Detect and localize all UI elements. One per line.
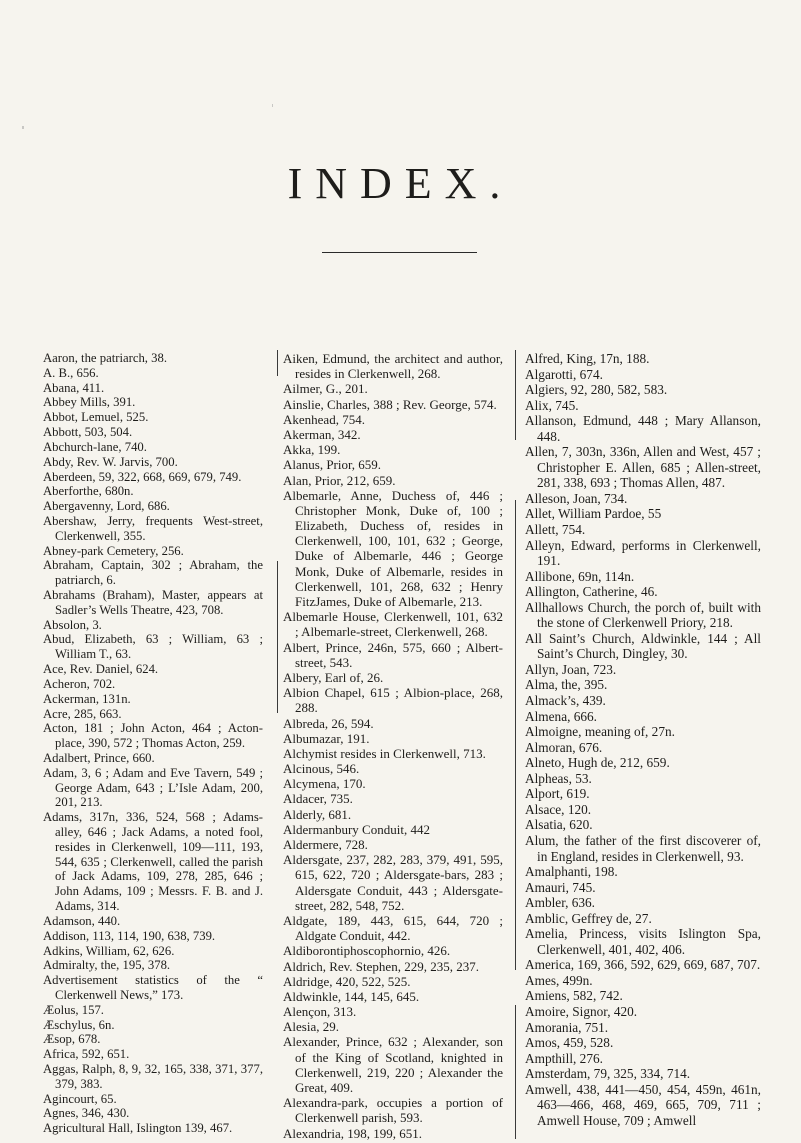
index-entry: Allet, William Pardoe, 55 xyxy=(525,506,662,522)
index-entry: All Saint’s Church, Aldwinkle, 144 ; All Saint’s Church, Dingley, 30. xyxy=(525,630,761,662)
index-entry: Agricultural Hall, Islington 139, 467. xyxy=(43,1121,233,1136)
index-entry: Alix, 745. xyxy=(525,397,579,413)
index-entry: Amiens, 582, 742. xyxy=(525,988,623,1004)
index-entry: Akka, 199. xyxy=(283,442,341,458)
index-entry: Amoire, Signor, 420. xyxy=(525,1003,638,1019)
index-entry: Alport, 619. xyxy=(525,786,590,802)
index-entry: Aberforthe, 680n. xyxy=(43,484,134,499)
index-entry: Abbot, Lemuel, 525. xyxy=(43,410,149,425)
index-entry: Akerman, 342. xyxy=(283,426,361,442)
index-entry: America, 169, 366, 592, 629, 669, 687, 707. xyxy=(525,957,761,973)
index-entry: Allyn, Joan, 723. xyxy=(525,661,617,677)
index-entry: Alan, Prior, 212, 659. xyxy=(283,472,396,488)
index-entry: Aiken, Edmund, the architect and author, resides in Clerkenwell, 268. xyxy=(283,351,503,382)
index-entry: Alsace, 120. xyxy=(525,801,592,817)
index-entry: Albert, Prince, 246n, 575, 660 ; Albert-street, 543. xyxy=(283,639,503,670)
index-entry: Æsop, 678. xyxy=(43,1032,101,1047)
index-entry: Alcymena, 170. xyxy=(283,776,366,792)
index-column-3 xyxy=(525,351,761,1128)
column-divider xyxy=(515,500,516,970)
index-entry: Amsterdam, 79, 325, 334, 714. xyxy=(525,1066,691,1082)
index-entry: Albemarle House, Clerkenwell, 101, 632 ; Albemarle-street, Clerkenwell, 268. xyxy=(283,609,503,640)
index-entry: Allington, Catherine, 46. xyxy=(525,584,658,600)
index-entry: Aldrich, Rev. Stephen, 229, 235, 237. xyxy=(283,958,479,974)
index-entry: Allanson, Edmund, 448 ; Mary Allanson, 448. xyxy=(525,413,761,444)
index-entry: Albery, Earl of, 26. xyxy=(283,669,384,685)
index-entry: Algarotti, 674. xyxy=(525,366,603,382)
index-entry: Abud, Elizabeth, 63 ; William, 63 ; William T., 63. xyxy=(43,632,263,662)
index-entry: A. B., 656. xyxy=(43,365,99,380)
index-entry: Alesia, 29. xyxy=(283,1019,339,1035)
index-entry: Acre, 285, 663. xyxy=(43,706,122,721)
index-entry: Adalbert, Prince, 660. xyxy=(43,750,155,765)
index-entry: Alpheas, 53. xyxy=(525,770,592,786)
index-entry: Allhallows Church, the porch of, built with the stone of Clerkenwell Priory, 218. xyxy=(525,599,761,631)
column-divider xyxy=(515,350,516,440)
index-entry: Akenhead, 754. xyxy=(283,411,365,427)
index-entry: Abdy, Rev. W. Jarvis, 700. xyxy=(43,454,178,469)
index-entry: Ace, Rev. Daniel, 624. xyxy=(43,662,159,677)
index-entry: Ames, 499n. xyxy=(525,972,593,988)
index-column-1 xyxy=(43,351,263,1136)
index-entry: Aldiborontiphoscophornio, 426. xyxy=(283,943,451,959)
index-entry: Amwell, 438, 441—450, 454, 459n, 461n, 463—466, 468, 469, 665, 709, 711 ; Amwell House, 709 ; Amwell xyxy=(525,1081,761,1128)
index-entry: Alençon, 313. xyxy=(283,1004,357,1020)
index-entry: Aberdeen, 59, 322, 668, 669, 679, 749. xyxy=(43,469,242,484)
index-column-2 xyxy=(283,351,503,1141)
index-entry: Aldermanbury Conduit, 442 xyxy=(283,821,430,837)
column-divider xyxy=(277,561,278,713)
index-entry: Alexandria, 198, 199, 651. xyxy=(283,1125,423,1141)
index-entry: Allett, 754. xyxy=(525,522,586,538)
index-entry: Albumazar, 191. xyxy=(283,730,370,746)
index-entry: Abney-park Cemetery, 256. xyxy=(43,543,184,558)
index-entry: Africa, 592, 651. xyxy=(43,1047,130,1062)
index-entry: Ampthill, 276. xyxy=(525,1050,603,1066)
index-entry: Aldermere, 728. xyxy=(283,837,368,852)
index-entry: Absolon, 3. xyxy=(43,617,102,632)
index-entry: Alcinous, 546. xyxy=(283,761,360,777)
column-divider xyxy=(277,350,278,376)
page-title: INDEX. xyxy=(287,159,514,208)
index-entry: Aldwinkle, 144, 145, 645. xyxy=(283,988,420,1004)
index-entry: Alexandra-park, occupies a portion of Clerkenwell parish, 593. xyxy=(283,1095,503,1126)
index-entry: Ailmer, G., 201. xyxy=(283,381,368,397)
index-entry: Abchurch-lane, 740. xyxy=(43,439,147,454)
index-entry: Acton, 181 ; John Acton, 464 ; Acton-place, 390, 572 ; Thomas Acton, 259. xyxy=(43,721,263,751)
index-entry: Alanus, Prior, 659. xyxy=(283,457,382,473)
index-entry: Alneto, Hugh de, 212, 659. xyxy=(525,755,670,771)
index-entry: Albion Chapel, 615 ; Albion-place, 268, 288. xyxy=(283,685,503,716)
index-entry: Alfred, King, 17n, 188. xyxy=(525,351,650,366)
index-entry: Abershaw, Jerry, frequents West-street, Clerkenwell, 355. xyxy=(43,513,263,543)
index-entry: Ainslie, Charles, 388 ; Rev. George, 574. xyxy=(283,396,497,412)
index-entry: Alma, the, 395. xyxy=(525,677,608,693)
index-entry: Alum, the father of the first discoverer of, in England, resides in Clerkenwell, 93. xyxy=(525,832,761,864)
title-rule xyxy=(322,252,477,253)
index-entry: Ackerman, 131n. xyxy=(43,691,131,706)
index-entry: Alchymist resides in Clerkenwell, 713. xyxy=(283,745,486,761)
index-entry: Algiers, 92, 280, 582, 583. xyxy=(525,382,668,398)
index-entry: Alleyn, Edward, performs in Clerkenwell, 191. xyxy=(525,537,761,569)
index-entry: Alleson, Joan, 734. xyxy=(525,490,628,506)
index-entry: Almoran, 676. xyxy=(525,739,603,755)
index-entry: Aldgate, 189, 443, 615, 644, 720 ; Aldgate Conduit, 442. xyxy=(283,912,503,944)
index-entry: Albreda, 26, 594. xyxy=(283,715,374,731)
index-entry: Almena, 666. xyxy=(525,708,598,724)
index-entry: Allen, 7, 303n, 336n, Allen and West, 457 ; Christopher E. Allen, 685 ; Allen-street, 281, 338, 693 ; Thomas Allen, 487. xyxy=(525,444,761,491)
index-entry: Æolus, 157. xyxy=(43,1002,104,1017)
index-entry: Amos, 459, 528. xyxy=(525,1035,614,1051)
index-entry: Aaron, the patriarch, 38. xyxy=(43,351,168,365)
index-entry: Abrahams (Braham), Master, appears at Sadler’s Wells Theatre, 423, 708. xyxy=(43,588,263,617)
index-entry: Allibone, 69n, 114n. xyxy=(525,568,635,584)
index-entry: Almoigne, meaning of, 27n. xyxy=(525,724,675,740)
index-entry: Adkins, William, 62, 626. xyxy=(43,943,175,958)
index-entry: Advertisement statistics of the “ Clerkenwell News,” 173. xyxy=(43,973,263,1002)
page-speck xyxy=(22,126,24,129)
index-entry: Agincourt, 65. xyxy=(43,1091,117,1106)
index-entry: Amalphanti, 198. xyxy=(525,864,618,880)
column-divider xyxy=(515,1005,516,1139)
index-entry: Amorania, 751. xyxy=(525,1019,609,1035)
index-entry: Adamson, 440. xyxy=(43,913,121,928)
index-entry: Adam, 3, 6 ; Adam and Eve Tavern, 549 ; George Adam, 643 ; L’Isle Adam, 200, 201, 213. xyxy=(43,765,263,810)
index-entry: Admiralty, the, 195, 378. xyxy=(43,958,171,973)
index-entry: Amblic, Geffrey de, 27. xyxy=(525,910,652,926)
index-entry: Abraham, Captain, 302 ; Abraham, the patriarch, 6. xyxy=(43,558,263,588)
index-entry: Acheron, 702. xyxy=(43,676,116,691)
page-speck xyxy=(272,104,273,107)
index-entry: Aldersgate, 237, 282, 283, 379, 491, 595, 615, 622, 720 ; Aldersgate-bars, 283 ; Aldersgate Conduit, 443 ; Aldersgate-street, 282, 548, 752. xyxy=(283,852,503,913)
index-entry: Alderly, 681. xyxy=(283,806,352,822)
index-entry: Ambler, 636. xyxy=(525,895,596,911)
index-entry: Alexander, Prince, 632 ; Alexander, son of the King of Scotland, knighted in Clerkenwell, 219, 220 ; Alexander the Great, 409. xyxy=(283,1034,503,1095)
index-entry: Abana, 411. xyxy=(43,380,105,395)
index-entry: Amauri, 745. xyxy=(525,879,596,895)
index-entry: Alsatia, 620. xyxy=(525,817,593,833)
index-entry: Albemarle, Anne, Duchess of, 446 ; Christopher Monk, Duke of, 100 ; Elizabeth, Duchess of, resides in Clerkenwell, 100, 101, 632 ; George, Duke of Albemarle, 446 ; George Monk, Duke of Albemarle, resides in Clerkenwell, 101, 268, 632 ; Henry FitzJames, Duke of Albemarle, 213. xyxy=(283,487,503,609)
index-entry: Aldacer, 735. xyxy=(283,791,353,807)
index-entry: Abbey Mills, 391. xyxy=(43,395,136,410)
index-entry: Addison, 113, 114, 190, 638, 739. xyxy=(43,928,216,943)
index-entry: Amelia, Princess, visits Islington Spa, Clerkenwell, 401, 402, 406. xyxy=(525,926,761,957)
index-entry: Aldridge, 420, 522, 525. xyxy=(283,973,411,989)
index-entry: Adams, 317n, 336, 524, 568 ; Adams-alley, 646 ; Jack Adams, a noted fool, resides in Clerkenwell, 109—111, 193, 544, 635 ; Clerkenwell, called the parish of Jack Adams, 109, 278, 285, 646 ; John Adams, 109 ; Messrs. F. B. and J. Adams, 314. xyxy=(43,810,263,914)
index-entry: Abbott, 503, 504. xyxy=(43,425,133,440)
index-entry: Abergavenny, Lord, 686. xyxy=(43,499,170,514)
index-entry: Almack’s, 439. xyxy=(525,693,606,709)
index-entry: Agnes, 346, 430. xyxy=(43,1106,130,1121)
index-entry: Æschylus, 6n. xyxy=(43,1017,115,1032)
index-entry: Aggas, Ralph, 8, 9, 32, 165, 338, 371, 377, 379, 383. xyxy=(43,1062,263,1091)
